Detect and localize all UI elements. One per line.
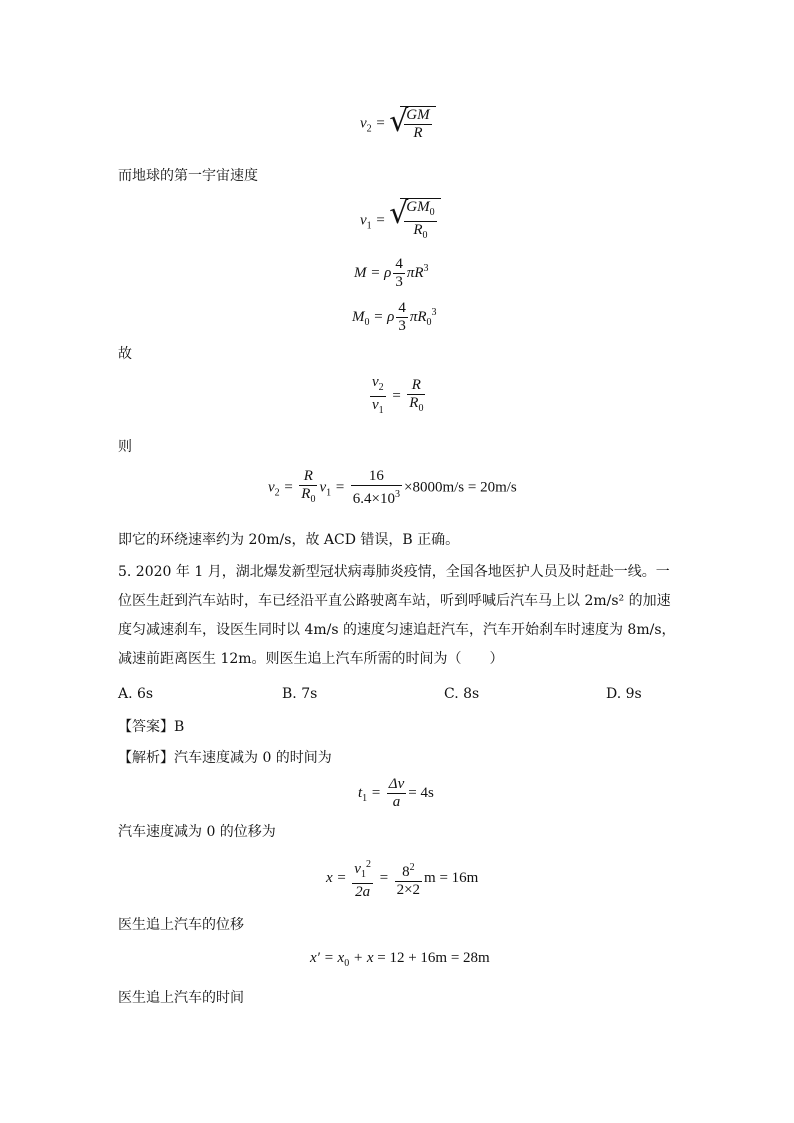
equation-mass-m0: $M_0 = \rho$ $\frac{4}{3}$ $\pi R_0^3$	[352, 300, 437, 334]
equation-t1: $t_1$ = $\frac{\Delta v}{a}$ = 4s	[358, 776, 434, 810]
text-line-6: 医生追上汽车的位移	[118, 917, 244, 933]
text-line-7: 医生追上汽车的时间	[118, 990, 244, 1006]
option-a: A. 6s	[118, 686, 154, 702]
text-line-2: 故	[118, 346, 132, 362]
equation-ratio: $\frac{v_2}{v_1}$ = $\frac{R}{R_0}$	[372, 374, 424, 416]
text-line-1: 而地球的第一宇宙速度	[118, 168, 258, 184]
equation-v2: $v_2$ = √ $\frac{GM}{R}$	[360, 106, 436, 142]
equation-mass-m: M = ρ $\frac{4}{3}$ $\pi R^3$	[354, 256, 429, 290]
equation-total-displacement: $x' = x_0 + x = 12 + 16m = 28m$	[310, 950, 490, 969]
equation-displacement: x = $\frac{v_1^2}{2a}$ = $\frac{8^2}{2\times 2}$ m = 16m	[326, 856, 478, 901]
equation-v1: $v_1$ = √ $\frac{GM_0}{R_0}$	[360, 198, 441, 244]
option-b: B. 7s	[282, 686, 318, 702]
question-5: 5. 2020 年 1 月，湖北爆发新型冠状病毒肺炎疫情，全国各地医护人员及时赶赴一线。一位医生赶到汽车站时，车已经沿平直公路驶离车站，听到呼喊后汽车马上以 2m/s² 的加速度匀减速刹车，设医生同时以 4m/s 的速度匀速追赶汽车，汽车开始刹车时速度为 8m/s，减速前距离医生 12m。则医生追上汽车所需的时间为（ ）	[118, 564, 676, 667]
answer-label: 【答案】B	[118, 719, 185, 735]
analysis-label: 【解析】汽车速度减为 0 的时间为	[118, 750, 332, 766]
option-d: D. 9s	[606, 686, 642, 702]
text-line-3: 则	[118, 439, 132, 455]
option-c: C. 8s	[444, 686, 480, 702]
equation-v2-result: $v_2$ = $\frac{R}{R_0}$ $v_1$ = $\frac{16}{6.4\times 10^3}$ ×8000m/s = 20m/s	[268, 468, 517, 507]
text-line-5: 汽车速度减为 0 的位移为	[118, 824, 276, 840]
text-line-4: 即它的环绕速率约为 20m/s，故 ACD 错误，B 正确。	[118, 532, 460, 548]
